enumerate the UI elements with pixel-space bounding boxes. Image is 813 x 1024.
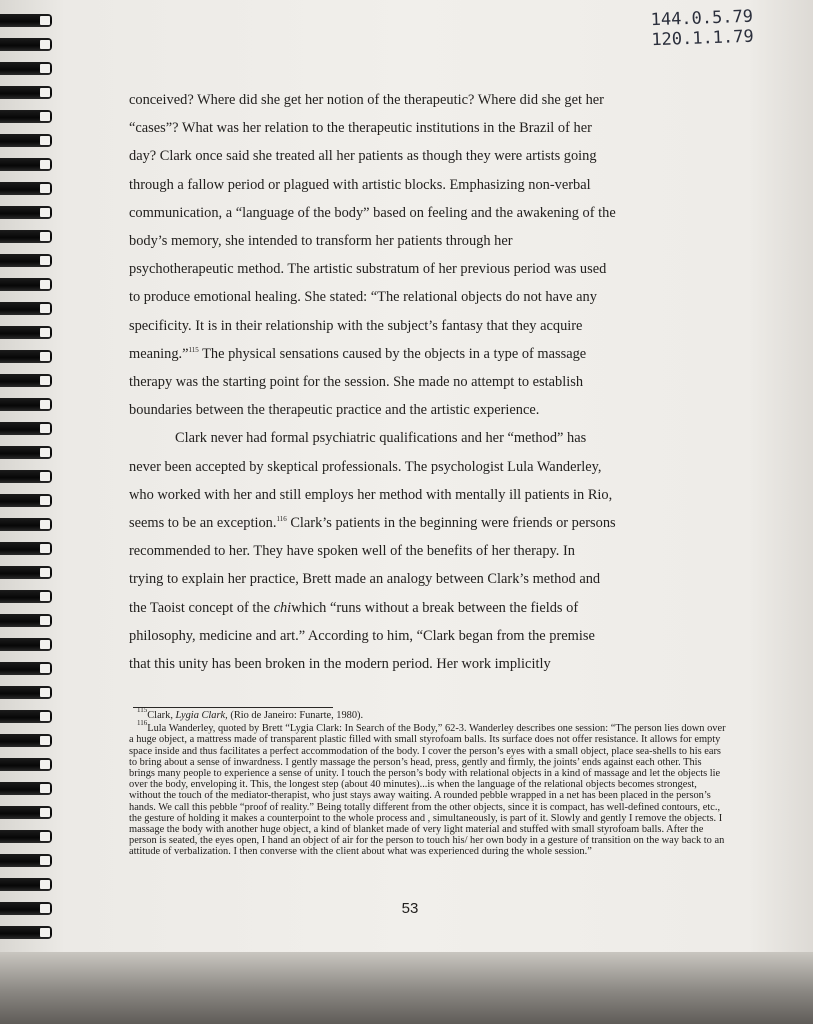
footnote-separator xyxy=(133,707,333,708)
footnote-reference-116: 116 xyxy=(276,515,287,524)
text-line: never been accepted by skeptical professionals. The psychologist Lula Wanderley, xyxy=(129,458,602,475)
page-number: 53 xyxy=(401,900,419,917)
text-line: “cases”? What was her relation to the therapeutic institutions in the Brazil of her xyxy=(129,120,592,137)
text-fragment: the Taoist concept of the xyxy=(129,599,274,616)
text-line: conceived? Where did she get her notion of the therapeutic? Where did she get her xyxy=(129,92,604,108)
spiral-binding xyxy=(0,0,56,960)
text-line: who worked with her and still employs her method with mentally ill patients in Rio, xyxy=(129,486,613,503)
text-fragment: which “runs without a break between the fields of xyxy=(291,599,579,616)
catalog-line-1: 144.0.5.79 xyxy=(650,6,754,31)
footnote-number: 115 xyxy=(137,706,148,714)
text-line: body’s memory, she intended to transform her patients through her xyxy=(129,233,513,250)
footnote-115: $^{115}$Clark, Lygia Clark, (Rio de Janeiro: Funarte, 1980). xyxy=(137,706,364,721)
paragraph-1 xyxy=(129,86,729,424)
footnote-116: $^{116}$Lula Wanderley, quoted by Brett “Lygia Clark: In Search of the Body,” 62-3. Wanderley describes one session: “The person lies down over a huge object, a mattress made of transparent plastic filled with small styrofoam balls. Its surface does not offer resistance. It allows for empty space inside and thus facilitates a perfect accommodation of the body. I cover the person’s eyes with a small object, place sea-shells to his ears to bring about a sense of inwardness. I gently massage the person’s head, press, gently and firmly, the joints’ ends against each other. This brings many people to experience a sense of unity. I touch the person’s body with relational objects in a kind of massage and let the objects lie over the body, enveloping it. This, the longest step (about 40 minutes)...is when the language of the relational objects becomes strongest, without the touch of the mediator-therapist, who just stays away waiting. A rounded pebble wrapped in a net has been placed in the person’s hands. We call this pebble “proof of reality.” Being totally different from the other objects, since it is compact, has well-defined contours, etc., the gesture of holding it makes a counterpoint to the whole process and , simultaneously, is part of it. Slowly and gently I remove the objects. I massage the body with another huge object, a kind of blanket made of very light material and stuffed with small styrofoam balls. After the person is seated, the eyes open, I hand an object of air for the person to touch his/ her own body in a gesture of transition on the way back to an attitude of verbalization. I then converse with the client about what was experienced during the whole session.” xyxy=(129,719,726,858)
text-line: psychotherapeutic method. The artistic substratum of her previous period was used xyxy=(129,261,607,278)
page-edge-shadow xyxy=(0,952,813,1024)
text-line: communication, a “language of the body” based on feeling and the awakening of the xyxy=(129,204,616,221)
paragraph-2 xyxy=(129,424,729,678)
text-line: specificity. It is in their relationship with the subject’s fantasy that they acquire xyxy=(129,317,583,334)
text-fragment: meaning.” xyxy=(129,345,189,362)
text-line: to produce emotional healing. She stated: “The relational objects do not have any xyxy=(129,289,597,306)
text-fragment: seems to be an exception. xyxy=(129,515,277,532)
text-line: day? Clark once said she treated all her patients as though they were artists going xyxy=(129,148,597,165)
italic-term-chi: chi xyxy=(273,599,292,616)
footnotes xyxy=(129,706,729,858)
text-line: that this unity has been broken in the modern period. Her work implicitly xyxy=(129,656,551,673)
book-title: Lygia Clark, xyxy=(175,710,228,721)
text-fragment: The physical sensations caused by the objects in a type of massage xyxy=(198,345,587,362)
text-line: boundaries between the therapeutic practice and the artistic experience. xyxy=(129,402,540,419)
footnote-reference-115: 115 xyxy=(188,345,199,354)
text-fragment: Clark’s patients in the beginning were friends or persons xyxy=(286,515,616,532)
text-line: therapy was the starting point for the session. She made no attempt to establish xyxy=(129,374,584,391)
footnote-number: 116 xyxy=(137,719,148,728)
body-text xyxy=(129,86,729,678)
text-line: trying to explain her practice, Brett made an analogy between Clark’s method and xyxy=(129,571,601,588)
text-line: recommended to her. They have spoken well of the benefits of her therapy. In xyxy=(129,543,575,560)
text-line: Clark never had formal psychiatric qualifications and her “method” has xyxy=(175,430,587,447)
handwritten-catalog-number xyxy=(650,6,781,51)
text-line: through a fallow period or plagued with artistic blocks. Emphasizing non-verbal xyxy=(129,176,591,193)
text-line: philosophy, medicine and art.” According to him, “Clark began from the premise xyxy=(129,627,595,644)
catalog-line-2: 120.1.1.79 xyxy=(651,26,755,51)
